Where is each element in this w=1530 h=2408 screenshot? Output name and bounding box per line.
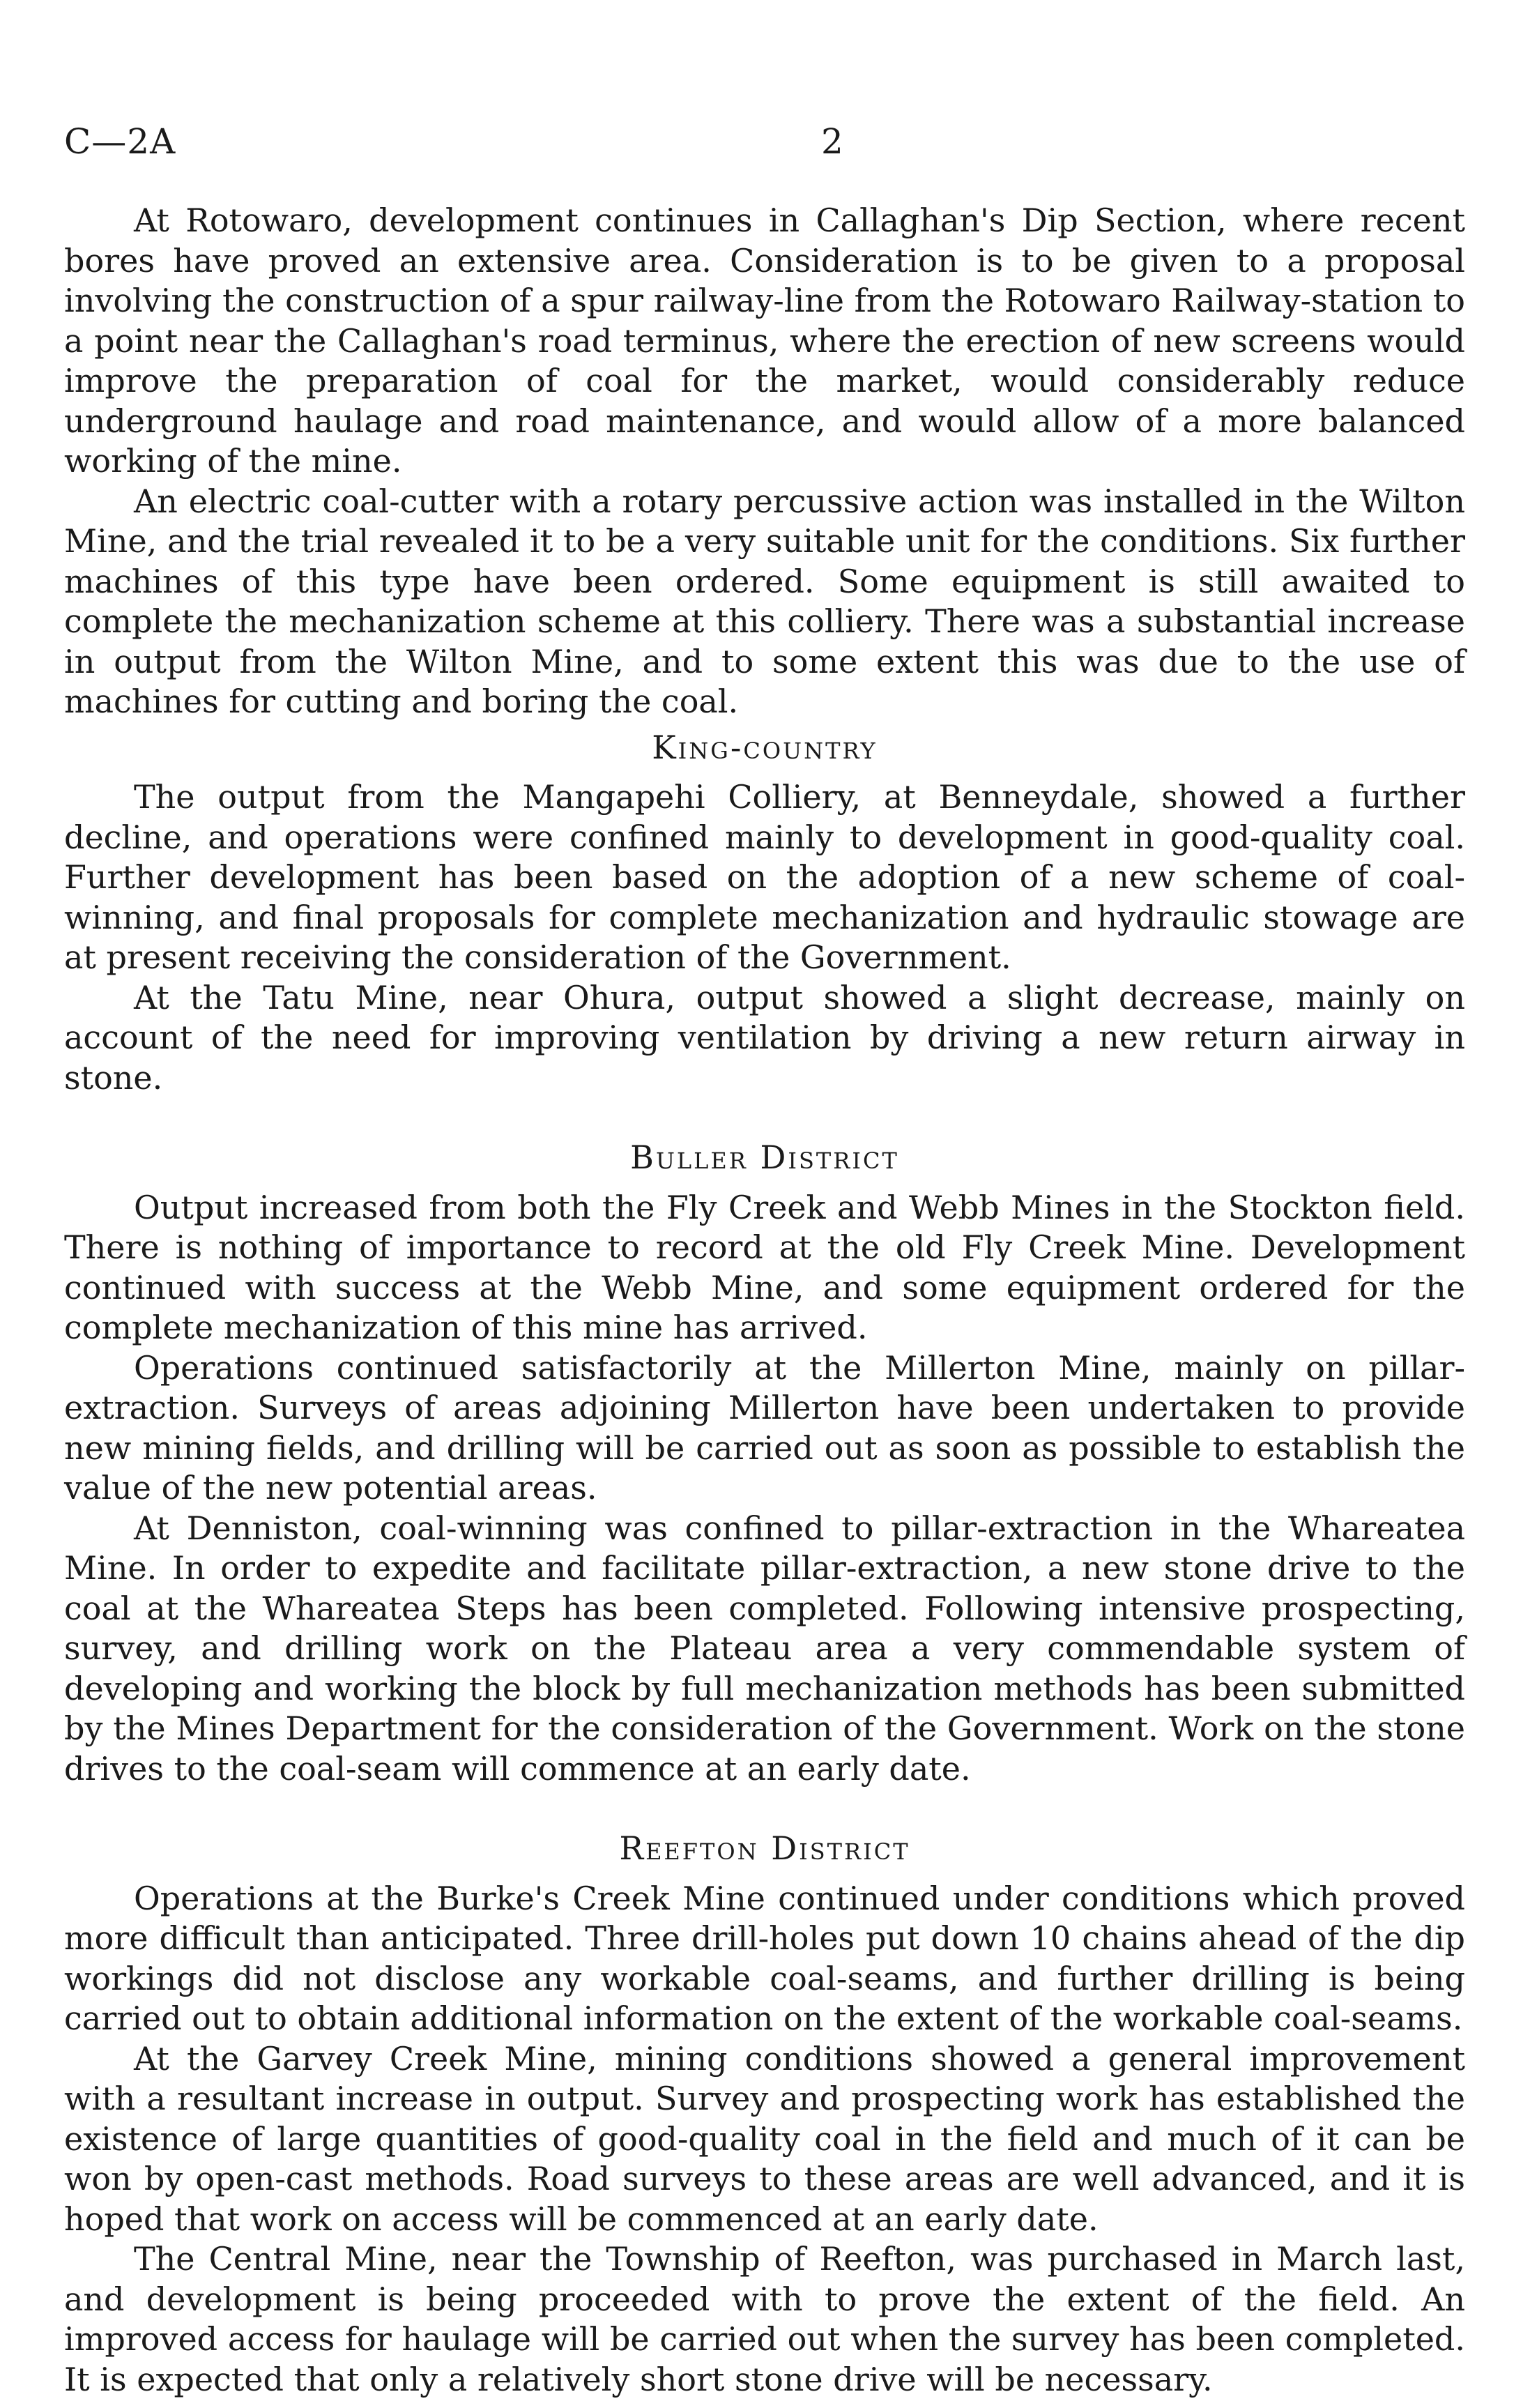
paragraph-garvey-creek: At the Garvey Creek Mine, mining conditions showed a general improvement with a resultant increase in output. Survey and prospecting work has established the existence of large quantities of good-quality coal in the field and much of it can be won by open-cast methods. Road surveys to these areas are well advanced, and it is hoped that work on access will be commenced at an early date. [64, 2039, 1465, 2238]
page-header [64, 117, 1465, 166]
paragraph-millerton: Operations continued satisfactorily at the Millerton Mine, mainly on pillar-extraction. Surveys of areas adjoining Millerton have been undertaken to provide new mining fields, and drilling will be carried out as soon as possible to establish the value of the new potential areas. [64, 1348, 1465, 1507]
section-heading-king-country: King-country [652, 728, 878, 766]
paragraph-denniston: At Denniston, coal-winning was confined to pillar-extraction in the Whareatea Mine. In order to expedite and facilitate pillar-extraction, a new stone drive to the coal at the Whareatea Steps has been completed. Following intensive prospecting, survey, and drilling work on the Plateau area a very commendable system of developing and working the block by full mechanization methods has been submitted by the Mines Department for the consideration of the Government. Work on the stone drives to the coal-seam will commence at an early date. [64, 1509, 1465, 1788]
paragraph-stockton: Output increased from both the Fly Creek and Webb Mines in the Stockton field. There is nothing of importance to record at the old Fly Creek Mine. Development continued with success at the Webb Mine, and some equipment ordered for the complete mechanization of this mine has arrived. [64, 1188, 1465, 1346]
document-body [64, 201, 1465, 2400]
section-heading-reefton-district: Reefton District [619, 1829, 910, 1867]
document-code: C—2A [64, 121, 176, 162]
paragraph-mangapehi: The output from the Mangapehi Colliery, at Benneydale, showed a further decline, and operations were confined mainly to development in good-quality coal. Further development has been based on the adoption of a new scheme of coal-winning, and final proposals for complete mechanization and hydraulic stowage are at present receiving the consideration of the Government. [64, 778, 1465, 976]
paragraph-rotowaro: At Rotowaro, development continues in Callaghan's Dip Section, where recent bores have proved an extensive area. Consideration is to be given to a proposal involving the construction of a spur railway-line from the Rotowaro Railway-station to a point near the Callaghan's road terminus, where the erection of new screens would improve the preparation of coal for the market, would considerably reduce underground haulage and road maintenance, and would allow of a more balanced working of the mine. [64, 201, 1465, 480]
page-number: 2 [821, 121, 843, 162]
paragraph-central-mine: The Central Mine, near the Township of Reefton, was purchased in March last, and development is being proceeded with to prove the extent of the field. An improved access for haulage will be carried out when the survey has been completed. It is expected that only a relatively short stone drive will be necessary. [64, 2240, 1465, 2398]
paragraph-wilton: An electric coal-cutter with a rotary percussive action was installed in the Wilton Mine, and the trial revealed it to be a very suitable unit for the conditions. Six further machines of this type have been ordered. Some equipment is still awaited to complete the mechanization scheme at this colliery. There was a substantial increase in output from the Wilton Mine, and to some extent this was due to the use of machines for cutting and boring the coal. [64, 482, 1465, 720]
section-heading-buller-district: Buller District [630, 1138, 899, 1176]
paragraph-tatu: At the Tatu Mine, near Ohura, output showed a slight decrease, mainly on account of the need for improving ventilation by driving a new return airway in stone. [64, 978, 1465, 1097]
paragraph-burkes-creek: Operations at the Burke's Creek Mine continued under conditions which proved more difficult than anticipated. Three drill-holes put down 10 chains ahead of the dip workings did not disclose any workable coal-seams, and further drilling is being carried out to obtain additional information on the extent of the workable coal-seams. [64, 1879, 1465, 2037]
